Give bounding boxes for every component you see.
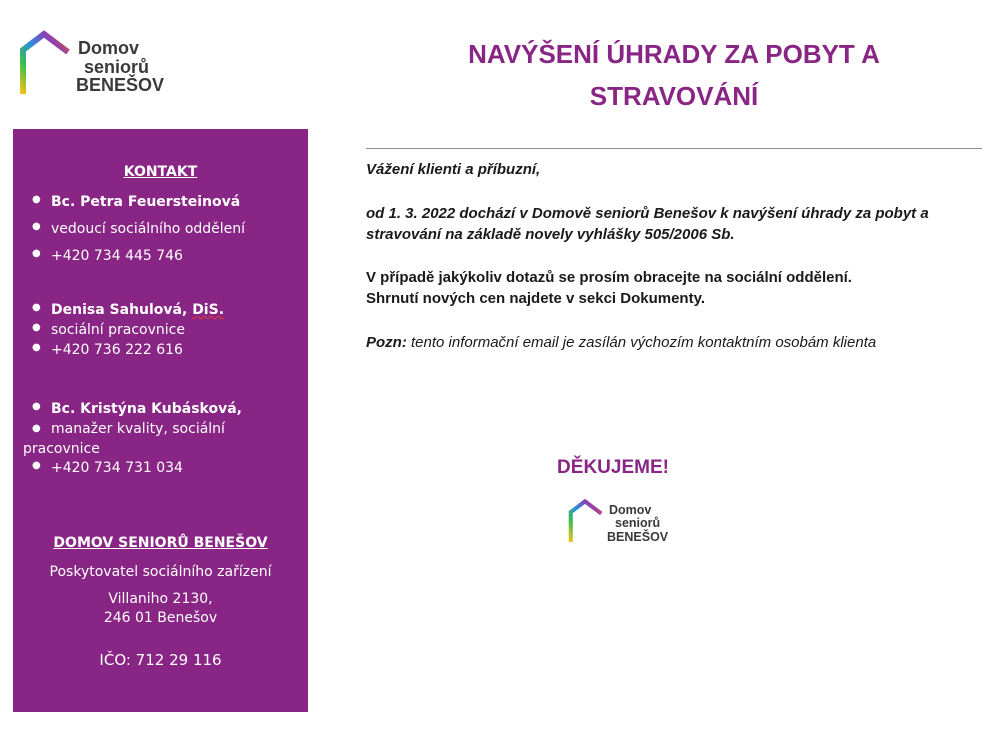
brand-logo <box>16 28 164 98</box>
announcement-paragraph: od 1. 3. 2022 dochází v Domově seniorů Benešov k navýšení úhrady za pobyt a stravování na základě novely vyhlášky 505/2006 Sb. <box>366 205 929 243</box>
logo-text-line3: BENEŠOV <box>76 75 165 96</box>
contact-sidebar <box>13 129 308 712</box>
note-label: Pozn: <box>366 334 407 351</box>
contact-person-1-role: ● vedoucí sociálního oddělení <box>32 221 246 237</box>
note-text: tento informační email je zasílán výchozím kontaktním osobám klienta <box>406 334 877 351</box>
org-heading: DOMOV SENIORŮ BENEŠOV <box>53 535 268 551</box>
page-title-line1: NAVÝŠENÍ ÚHRADY ZA POBYT A <box>468 39 880 69</box>
logo-text-line2: seniorů <box>84 56 150 77</box>
org-ico: IČO: 712 29 116 <box>99 651 222 669</box>
contact-person-3-name: ● Bc. Kristýna Kubásková, <box>32 401 242 417</box>
greeting: Vážení klienti a příbuzní, <box>366 161 541 178</box>
contact-heading: KONTAKT <box>123 164 198 180</box>
note <box>366 332 876 353</box>
contact-instructions <box>366 267 982 309</box>
brand-logo-small <box>566 497 668 545</box>
house-logo-icon <box>16 28 72 98</box>
logo-small-text-line2: seniorů <box>615 516 661 531</box>
page-title <box>366 33 982 117</box>
logo-text-line1: Domov <box>78 37 140 58</box>
org-street: Villaniho 2130, <box>108 591 213 607</box>
contact-person-3-phone: ● +420 734 731 034 <box>32 460 183 476</box>
thanks-text: DĚKUJEME! <box>557 457 669 478</box>
logo-small-text-line3: BENEŠOV <box>607 529 669 544</box>
contact-person-1-name: ● Bc. Petra Feuersteinová <box>32 194 241 210</box>
logo-small-text-line1: Domov <box>609 503 652 518</box>
house-logo-icon <box>566 497 604 545</box>
title-divider <box>366 148 982 149</box>
contact-person-2-name: ● Denisa Sahulová, DiS. <box>32 302 225 318</box>
org-city: 246 01 Benešov <box>103 610 218 626</box>
contact-person-1-phone: ● +420 734 445 746 <box>32 248 183 264</box>
contact-person-2-role: ● sociální pracovnice <box>32 322 185 338</box>
contact-instructions-line2: Shrnutí nových cen najdete v sekci Dokumenty. <box>366 290 705 307</box>
page-title-line2: STRAVOVÁNÍ <box>589 81 759 111</box>
contact-instructions-line1: V případě jakýkoliv dotazů se prosím obracejte na sociální oddělení. <box>366 269 852 286</box>
contact-person-3-role: ● manažer kvality, sociální pracovnice <box>23 421 225 457</box>
contact-person-2-phone: ● +420 736 222 616 <box>32 342 183 358</box>
org-subtitle: Poskytovatel sociálního zařízení <box>49 564 272 580</box>
